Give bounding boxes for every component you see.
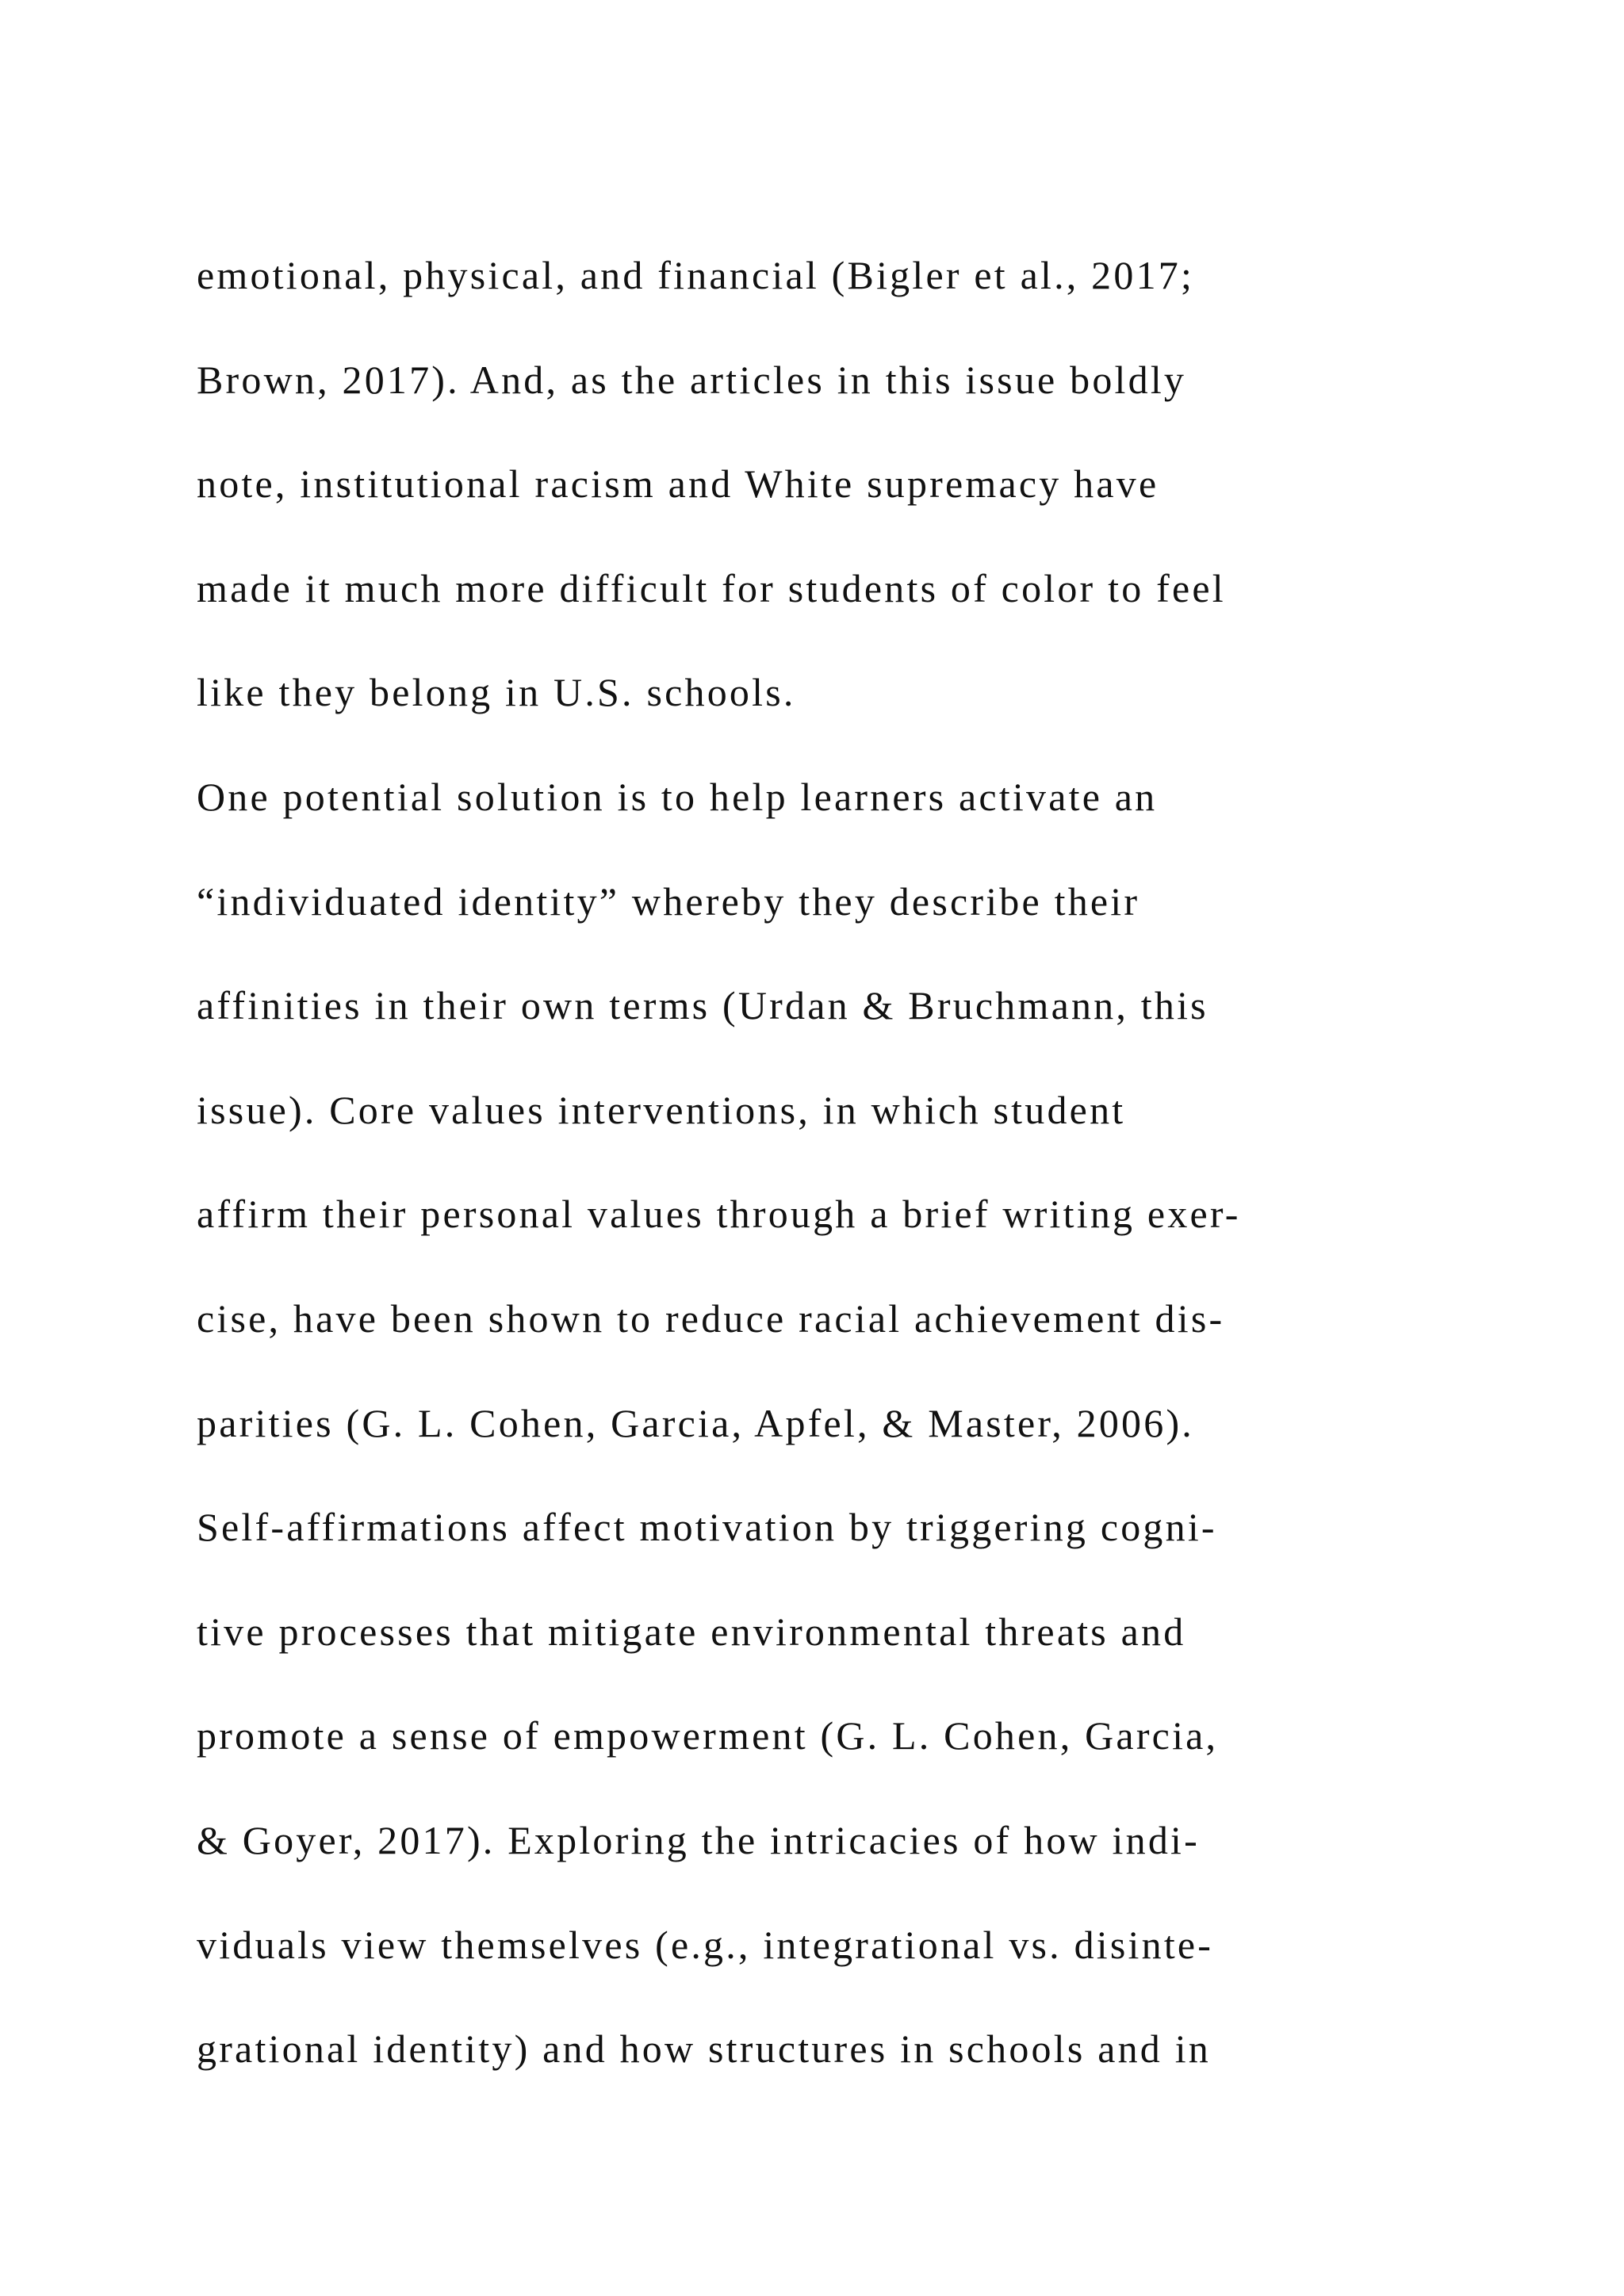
- text-line: viduals view themselves (e.g., integrational vs. disinte-: [197, 1922, 1214, 1967]
- text-line: like they belong in U.S. schools.: [197, 670, 796, 715]
- text-line: Brown, 2017). And, as the articles in this issue boldly: [197, 357, 1187, 402]
- body-text: [197, 224, 1545, 2102]
- text-line: grational identity) and how structures in schools and in: [197, 2026, 1211, 2072]
- text-line: cise, have been shown to reduce racial achievement dis-: [197, 1295, 1225, 1341]
- text-line: emotional, physical, and financial (Bigler et al., 2017;: [197, 253, 1195, 297]
- text-line: One potential solution is to help learners activate an: [197, 774, 1158, 819]
- text-line: tive processes that mitigate environmental threats and: [197, 1609, 1186, 1654]
- text-line: issue). Core values interventions, in which student: [197, 1087, 1126, 1132]
- text-line: & Goyer, 2017). Exploring the intricacies of how indi-: [197, 1817, 1200, 1862]
- text-line: affinities in their own terms (Urdan & Bruchmann, this: [197, 983, 1208, 1028]
- text-line: made it much more difficult for students of color to feel: [197, 565, 1226, 610]
- text-line: promote a sense of empowerment (G. L. Cohen, Garcia,: [197, 1713, 1219, 1758]
- text-line: Self-affirmations affect motivation by triggering cogni-: [197, 1505, 1217, 1550]
- text-line: affirm their personal values through a brief writing exer-: [197, 1192, 1241, 1237]
- text-line: parities (G. L. Cohen, Garcia, Apfel, & Master, 2006).: [197, 1400, 1195, 1445]
- text-line: “individuated identity” whereby they describe their: [197, 878, 1140, 924]
- text-line: note, institutional racism and White supremacy have: [197, 461, 1159, 507]
